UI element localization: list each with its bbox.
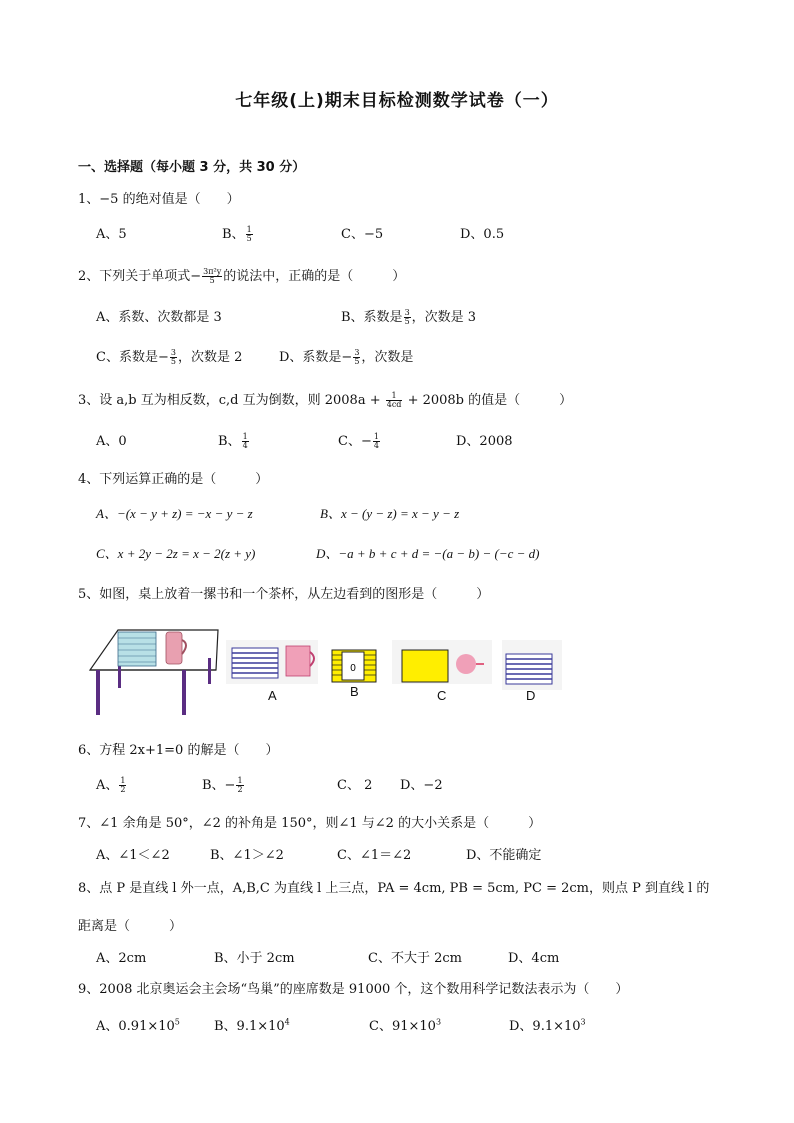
q6-option-d[interactable]: D、−2 <box>400 778 443 793</box>
q9-option-a[interactable]: A、$0.91\times 10^5$ <box>96 1017 180 1034</box>
question-4-stem: 4、下列运算正确的是（ ） <box>78 472 269 487</box>
q5-figure-c[interactable] <box>392 640 492 684</box>
q3-option-a[interactable]: A、0 <box>96 434 127 449</box>
q9-option-c[interactable]: C、$91\times 10^3$ <box>369 1017 442 1034</box>
q5-b-digit: 0 <box>350 663 356 674</box>
q7-option-a[interactable]: A、∠1＜∠2 <box>96 848 170 863</box>
q7-option-b[interactable]: B、∠1＞∠2 <box>210 848 284 863</box>
q3-option-c[interactable]: C、− $\frac{1}{4}$ <box>338 432 379 450</box>
q4-option-a[interactable]: A、−(x − y + z) = −x − y − z <box>96 506 253 521</box>
question-8-stem-line1: 8、点 P 是直线 l 外一点，A,B,C 为直线 l 上三点，PA = 4cm, PB = 5cm, PC = 2cm，则点 P 到直线 l 的 <box>78 881 710 896</box>
q9-option-b[interactable]: B、$9.1\times 10^4$ <box>214 1017 290 1034</box>
q5-figure-b[interactable] <box>332 650 376 682</box>
question-7-stem: 7、∠1 余角是 50°，∠2 的补角是 150°，则∠1 与∠2 的大小关系是（ ） <box>78 816 542 831</box>
q1-option-a[interactable]: A、5 <box>96 227 127 242</box>
q4-option-b[interactable]: B、x − (y − z) = x − y − z <box>320 506 460 521</box>
question-8-stem-line2: 距离是（ ） <box>78 919 183 934</box>
q2-option-d[interactable]: D、系数是− $\frac{3}{5}$ ，次数是 <box>279 348 414 366</box>
q6-option-b[interactable]: B、− $\frac{1}{2}$ <box>202 776 243 794</box>
q3-option-b[interactable]: B、 $\frac{1}{4}$ <box>218 432 248 450</box>
q4-option-d[interactable]: D、−a + b + c + d = −(a − b) − (−c − d) <box>316 546 540 561</box>
q2-option-b[interactable]: B、系数是 $\frac{3}{5}$ ，次数是 3 <box>341 308 477 326</box>
q5-figure-d[interactable] <box>502 640 562 690</box>
q5-label-c: C <box>437 688 447 703</box>
q2-option-c[interactable]: C、系数是− $\frac{3}{5}$ ，次数是 2 <box>96 348 243 366</box>
q1-option-b[interactable]: B、 $\frac{1}{5}$ <box>222 225 252 243</box>
q8-option-d[interactable]: D、4cm <box>508 951 560 966</box>
question-3-stem: 3、设 a,b 互为相反数，c,d 互为倒数，则 2008a + $\frac{1}{4cd}$ + 2008b 的值是（ ） <box>78 391 573 409</box>
q6-option-a[interactable]: A、 $\frac{1}{2}$ <box>96 776 126 794</box>
table-with-books-and-cup <box>90 630 218 715</box>
q5-label-a: A <box>268 688 277 703</box>
q3-option-d[interactable]: D、2008 <box>456 434 513 449</box>
question-9-stem: 9、2008 北京奥运会主会场“鸟巢”的座席数是 91000 个，这个数用科学记数法表示为（ ） <box>78 982 629 997</box>
section-heading: 一、选择题（每小题 3 分，共 30 分） <box>78 160 306 175</box>
page-title: 七年级(上)期末目标检测数学试卷（一） <box>235 91 559 111</box>
q6-option-c[interactable]: C、 2 <box>337 778 373 793</box>
q8-option-c[interactable]: C、不大于 2cm <box>368 951 462 966</box>
q4-option-c[interactable]: C、x + 2y − 2z = x − 2(z + y) <box>96 546 256 561</box>
q8-option-a[interactable]: A、2cm <box>96 951 147 966</box>
question-1-stem: 1、−5 的绝对值是（ ） <box>78 192 240 207</box>
q7-option-d[interactable]: D、不能确定 <box>466 848 542 863</box>
question-2-stem: 2、下列关于单项式− $\frac{\text{3π²y}}{5}$ 的说法中，正确的是（ ） <box>78 267 406 285</box>
q5-figure-a[interactable] <box>226 640 318 684</box>
q8-option-b[interactable]: B、小于 2cm <box>214 951 295 966</box>
q5-label-d: D <box>526 688 536 703</box>
q1-option-c[interactable]: C、−5 <box>341 227 384 242</box>
q7-option-c[interactable]: C、∠1＝∠2 <box>337 848 412 863</box>
q5-label-b: B <box>350 684 359 699</box>
q1-option-d[interactable]: D、0.5 <box>460 227 505 242</box>
q5-figure <box>88 622 568 722</box>
question-5-stem: 5、如图，桌上放着一摞书和一个茶杯，从左边看到的图形是（ ） <box>78 587 490 602</box>
q2-option-a[interactable]: A、系数、次数都是 3 <box>96 310 222 325</box>
question-6-stem: 6、方程 2x+1=0 的解是（ ） <box>78 743 279 758</box>
q9-option-d[interactable]: D、$9.1\times 10^3$ <box>509 1017 586 1034</box>
